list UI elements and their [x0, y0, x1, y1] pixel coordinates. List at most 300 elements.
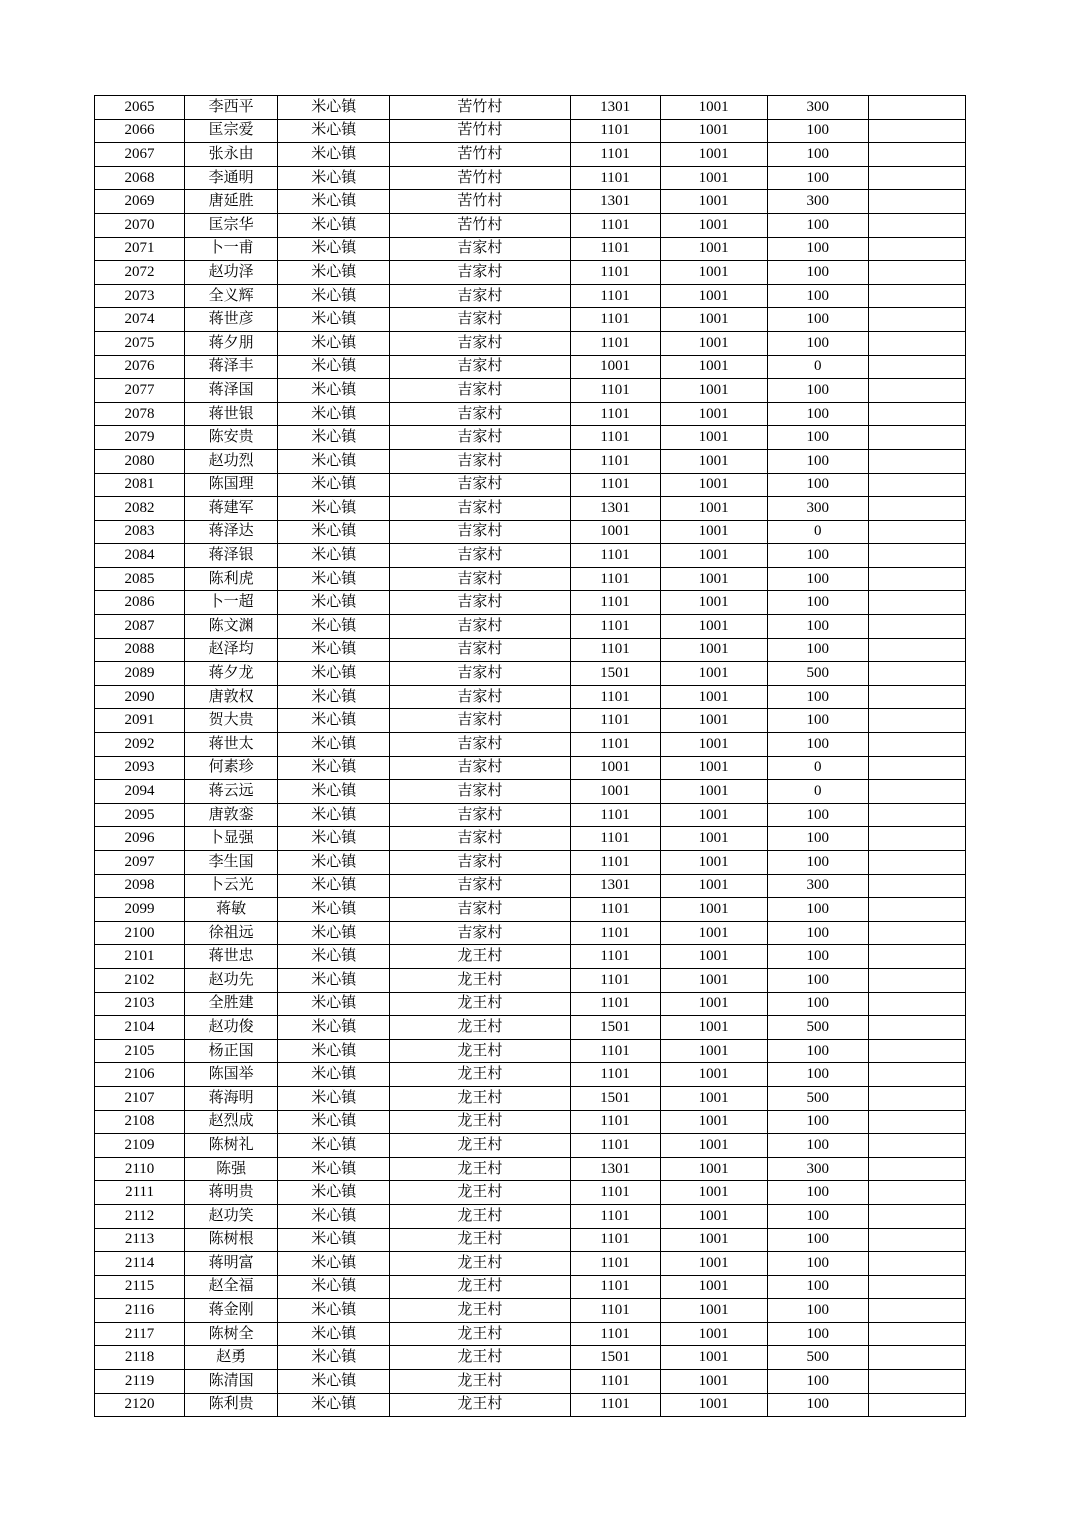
- cell-code2: 1001: [660, 1275, 767, 1299]
- cell-name: 蒋明贵: [185, 1181, 278, 1205]
- cell-code1: 1101: [570, 968, 660, 992]
- cell-blank: [868, 96, 965, 120]
- table-row: [95, 379, 966, 403]
- cell-blank: [868, 166, 965, 190]
- cell-code1: 1101: [570, 827, 660, 851]
- cell-code2: 1001: [660, 1134, 767, 1158]
- cell-town: 米心镇: [278, 1110, 390, 1134]
- cell-id: 2111: [95, 1181, 185, 1205]
- cell-id: 2082: [95, 497, 185, 521]
- table-row: [95, 733, 966, 757]
- cell-id: 2115: [95, 1275, 185, 1299]
- cell-id: 2083: [95, 520, 185, 544]
- cell-code1: 1301: [570, 96, 660, 120]
- cell-name: 李通明: [185, 166, 278, 190]
- cell-town: 米心镇: [278, 1299, 390, 1323]
- cell-code1: 1101: [570, 544, 660, 568]
- cell-name: 蒋泽国: [185, 379, 278, 403]
- cell-amount: 100: [767, 1063, 868, 1087]
- cell-id: 2085: [95, 567, 185, 591]
- cell-town: 米心镇: [278, 1039, 390, 1063]
- cell-blank: [868, 426, 965, 450]
- cell-name: 蒋敏: [185, 898, 278, 922]
- cell-town: 米心镇: [278, 1016, 390, 1040]
- cell-name: 张永由: [185, 143, 278, 167]
- cell-village: 龙王村: [390, 968, 570, 992]
- cell-blank: [868, 355, 965, 379]
- cell-town: 米心镇: [278, 567, 390, 591]
- cell-amount: 100: [767, 567, 868, 591]
- cell-blank: [868, 520, 965, 544]
- cell-code1: 1001: [570, 780, 660, 804]
- roster-table: [94, 95, 966, 1417]
- cell-code2: 1001: [660, 851, 767, 875]
- cell-id: 2075: [95, 331, 185, 355]
- cell-id: 2108: [95, 1110, 185, 1134]
- cell-id: 2092: [95, 733, 185, 757]
- cell-code1: 1101: [570, 261, 660, 285]
- cell-amount: 100: [767, 1110, 868, 1134]
- cell-amount: 100: [767, 166, 868, 190]
- table-row: [95, 851, 966, 875]
- cell-blank: [868, 1393, 965, 1417]
- table-row: [95, 685, 966, 709]
- cell-village: 吉家村: [390, 615, 570, 639]
- cell-village: 吉家村: [390, 308, 570, 332]
- cell-town: 米心镇: [278, 898, 390, 922]
- cell-blank: [868, 261, 965, 285]
- cell-village: 吉家村: [390, 827, 570, 851]
- cell-id: 2086: [95, 591, 185, 615]
- cell-code1: 1101: [570, 921, 660, 945]
- cell-name: 陈强: [185, 1157, 278, 1181]
- cell-blank: [868, 567, 965, 591]
- cell-name: 李西平: [185, 96, 278, 120]
- cell-village: 吉家村: [390, 449, 570, 473]
- cell-town: 米心镇: [278, 945, 390, 969]
- cell-code1: 1101: [570, 992, 660, 1016]
- cell-amount: 100: [767, 709, 868, 733]
- cell-code2: 1001: [660, 261, 767, 285]
- cell-code1: 1101: [570, 473, 660, 497]
- cell-blank: [868, 1299, 965, 1323]
- cell-blank: [868, 898, 965, 922]
- cell-village: 龙王村: [390, 1157, 570, 1181]
- table-row: [95, 968, 966, 992]
- cell-town: 米心镇: [278, 143, 390, 167]
- cell-town: 米心镇: [278, 119, 390, 143]
- cell-amount: 300: [767, 96, 868, 120]
- cell-amount: 0: [767, 756, 868, 780]
- cell-amount: 0: [767, 355, 868, 379]
- table-row: [95, 544, 966, 568]
- cell-name: 匡宗华: [185, 213, 278, 237]
- table-row: [95, 1157, 966, 1181]
- cell-code2: 1001: [660, 567, 767, 591]
- cell-amount: 500: [767, 662, 868, 686]
- cell-code1: 1001: [570, 520, 660, 544]
- cell-id: 2087: [95, 615, 185, 639]
- cell-village: 龙王村: [390, 1370, 570, 1394]
- cell-id: 2074: [95, 308, 185, 332]
- cell-amount: 100: [767, 1228, 868, 1252]
- cell-code1: 1101: [570, 1322, 660, 1346]
- cell-village: 龙王村: [390, 1299, 570, 1323]
- cell-code1: 1101: [570, 379, 660, 403]
- cell-amount: 100: [767, 308, 868, 332]
- cell-blank: [868, 615, 965, 639]
- cell-id: 2119: [95, 1370, 185, 1394]
- cell-code1: 1101: [570, 1204, 660, 1228]
- cell-id: 2070: [95, 213, 185, 237]
- cell-code1: 1101: [570, 1134, 660, 1158]
- table-row: [95, 874, 966, 898]
- cell-name: 赵烈成: [185, 1110, 278, 1134]
- cell-town: 米心镇: [278, 1252, 390, 1276]
- cell-id: 2109: [95, 1134, 185, 1158]
- cell-village: 龙王村: [390, 1252, 570, 1276]
- cell-code1: 1101: [570, 1181, 660, 1205]
- cell-id: 2103: [95, 992, 185, 1016]
- cell-id: 2065: [95, 96, 185, 120]
- table-row: [95, 1275, 966, 1299]
- cell-code1: 1101: [570, 1063, 660, 1087]
- cell-id: 2102: [95, 968, 185, 992]
- cell-code2: 1001: [660, 733, 767, 757]
- cell-name: 李生国: [185, 851, 278, 875]
- cell-amount: 100: [767, 1039, 868, 1063]
- cell-id: 2078: [95, 402, 185, 426]
- cell-blank: [868, 1134, 965, 1158]
- cell-name: 蒋泽丰: [185, 355, 278, 379]
- cell-id: 2117: [95, 1322, 185, 1346]
- cell-code1: 1101: [570, 945, 660, 969]
- cell-blank: [868, 1252, 965, 1276]
- cell-town: 米心镇: [278, 662, 390, 686]
- cell-town: 米心镇: [278, 1204, 390, 1228]
- cell-code2: 1001: [660, 1299, 767, 1323]
- cell-name: 陈国理: [185, 473, 278, 497]
- cell-village: 吉家村: [390, 851, 570, 875]
- table-row: [95, 449, 966, 473]
- cell-amount: 100: [767, 733, 868, 757]
- cell-code2: 1001: [660, 331, 767, 355]
- cell-village: 龙王村: [390, 945, 570, 969]
- cell-name: 匡宗爱: [185, 119, 278, 143]
- cell-town: 米心镇: [278, 1086, 390, 1110]
- cell-id: 2099: [95, 898, 185, 922]
- cell-id: 2120: [95, 1393, 185, 1417]
- cell-id: 2113: [95, 1228, 185, 1252]
- cell-blank: [868, 638, 965, 662]
- cell-code2: 1001: [660, 190, 767, 214]
- cell-town: 米心镇: [278, 308, 390, 332]
- cell-town: 米心镇: [278, 544, 390, 568]
- cell-village: 吉家村: [390, 638, 570, 662]
- cell-code2: 1001: [660, 968, 767, 992]
- table-row: [95, 1063, 966, 1087]
- table-row: [95, 237, 966, 261]
- cell-town: 米心镇: [278, 709, 390, 733]
- cell-amount: 100: [767, 213, 868, 237]
- cell-code2: 1001: [660, 1370, 767, 1394]
- cell-name: 蒋泽银: [185, 544, 278, 568]
- cell-name: 蒋世忠: [185, 945, 278, 969]
- cell-blank: [868, 1322, 965, 1346]
- cell-town: 米心镇: [278, 615, 390, 639]
- cell-town: 米心镇: [278, 1322, 390, 1346]
- cell-code2: 1001: [660, 1181, 767, 1205]
- cell-blank: [868, 379, 965, 403]
- cell-town: 米心镇: [278, 1370, 390, 1394]
- cell-name: 陈树礼: [185, 1134, 278, 1158]
- cell-town: 米心镇: [278, 591, 390, 615]
- cell-village: 吉家村: [390, 685, 570, 709]
- cell-code1: 1101: [570, 1299, 660, 1323]
- cell-village: 龙王村: [390, 1322, 570, 1346]
- cell-village: 苦竹村: [390, 119, 570, 143]
- cell-code1: 1101: [570, 426, 660, 450]
- cell-amount: 100: [767, 638, 868, 662]
- table-row: [95, 166, 966, 190]
- table-row: [95, 1086, 966, 1110]
- cell-town: 米心镇: [278, 497, 390, 521]
- cell-amount: 100: [767, 1181, 868, 1205]
- table-row: [95, 638, 966, 662]
- cell-id: 2107: [95, 1086, 185, 1110]
- cell-name: 赵功先: [185, 968, 278, 992]
- cell-name: 蒋世彦: [185, 308, 278, 332]
- cell-code1: 1101: [570, 803, 660, 827]
- cell-blank: [868, 449, 965, 473]
- table-row: [95, 1134, 966, 1158]
- cell-code2: 1001: [660, 473, 767, 497]
- cell-amount: 100: [767, 1275, 868, 1299]
- cell-blank: [868, 1063, 965, 1087]
- cell-blank: [868, 119, 965, 143]
- cell-blank: [868, 1016, 965, 1040]
- cell-amount: 0: [767, 520, 868, 544]
- cell-name: 赵功笑: [185, 1204, 278, 1228]
- cell-town: 米心镇: [278, 237, 390, 261]
- cell-name: 杨正国: [185, 1039, 278, 1063]
- cell-code2: 1001: [660, 1322, 767, 1346]
- cell-town: 米心镇: [278, 827, 390, 851]
- cell-village: 苦竹村: [390, 96, 570, 120]
- cell-code2: 1001: [660, 756, 767, 780]
- cell-name: 唐敦銮: [185, 803, 278, 827]
- cell-code1: 1001: [570, 355, 660, 379]
- cell-blank: [868, 685, 965, 709]
- cell-blank: [868, 733, 965, 757]
- cell-town: 米心镇: [278, 992, 390, 1016]
- cell-code2: 1001: [660, 119, 767, 143]
- cell-blank: [868, 851, 965, 875]
- cell-code2: 1001: [660, 1204, 767, 1228]
- cell-town: 米心镇: [278, 780, 390, 804]
- cell-code2: 1001: [660, 497, 767, 521]
- cell-code2: 1001: [660, 1016, 767, 1040]
- cell-code2: 1001: [660, 1228, 767, 1252]
- cell-blank: [868, 662, 965, 686]
- cell-code1: 1501: [570, 1346, 660, 1370]
- cell-amount: 300: [767, 190, 868, 214]
- cell-code1: 1501: [570, 1016, 660, 1040]
- cell-town: 米心镇: [278, 449, 390, 473]
- cell-code2: 1001: [660, 544, 767, 568]
- cell-amount: 100: [767, 426, 868, 450]
- cell-village: 龙王村: [390, 992, 570, 1016]
- cell-village: 吉家村: [390, 473, 570, 497]
- table-row: [95, 591, 966, 615]
- cell-code2: 1001: [660, 379, 767, 403]
- cell-code2: 1001: [660, 1086, 767, 1110]
- cell-name: 赵全福: [185, 1275, 278, 1299]
- cell-name: 蒋泽达: [185, 520, 278, 544]
- cell-town: 米心镇: [278, 1157, 390, 1181]
- table-row: [95, 143, 966, 167]
- cell-code2: 1001: [660, 921, 767, 945]
- cell-id: 2091: [95, 709, 185, 733]
- cell-town: 米心镇: [278, 1228, 390, 1252]
- cell-id: 2072: [95, 261, 185, 285]
- cell-id: 2080: [95, 449, 185, 473]
- cell-town: 米心镇: [278, 638, 390, 662]
- cell-amount: 300: [767, 1157, 868, 1181]
- cell-code2: 1001: [660, 213, 767, 237]
- cell-town: 米心镇: [278, 261, 390, 285]
- cell-town: 米心镇: [278, 379, 390, 403]
- cell-blank: [868, 756, 965, 780]
- cell-code1: 1101: [570, 1039, 660, 1063]
- cell-amount: 300: [767, 874, 868, 898]
- cell-amount: 100: [767, 992, 868, 1016]
- cell-code2: 1001: [660, 615, 767, 639]
- cell-village: 龙王村: [390, 1039, 570, 1063]
- cell-id: 2096: [95, 827, 185, 851]
- cell-village: 吉家村: [390, 544, 570, 568]
- cell-code1: 1101: [570, 567, 660, 591]
- cell-id: 2112: [95, 1204, 185, 1228]
- cell-code2: 1001: [660, 780, 767, 804]
- table-row: [95, 308, 966, 332]
- cell-code2: 1001: [660, 449, 767, 473]
- cell-name: 赵勇: [185, 1346, 278, 1370]
- cell-blank: [868, 874, 965, 898]
- cell-code1: 1101: [570, 733, 660, 757]
- cell-blank: [868, 308, 965, 332]
- table-row: [95, 756, 966, 780]
- cell-amount: 100: [767, 591, 868, 615]
- table-row: [95, 284, 966, 308]
- cell-code2: 1001: [660, 685, 767, 709]
- cell-amount: 100: [767, 261, 868, 285]
- cell-code2: 1001: [660, 992, 767, 1016]
- cell-id: 2077: [95, 379, 185, 403]
- cell-amount: 100: [767, 827, 868, 851]
- cell-amount: 100: [767, 803, 868, 827]
- cell-id: 2081: [95, 473, 185, 497]
- cell-blank: [868, 1157, 965, 1181]
- cell-amount: 100: [767, 544, 868, 568]
- table-row: [95, 567, 966, 591]
- cell-id: 2071: [95, 237, 185, 261]
- cell-code1: 1101: [570, 237, 660, 261]
- cell-village: 龙王村: [390, 1275, 570, 1299]
- cell-village: 吉家村: [390, 331, 570, 355]
- cell-id: 2069: [95, 190, 185, 214]
- cell-code2: 1001: [660, 591, 767, 615]
- cell-town: 米心镇: [278, 1393, 390, 1417]
- cell-amount: 100: [767, 473, 868, 497]
- cell-code1: 1101: [570, 143, 660, 167]
- table-row: [95, 662, 966, 686]
- table-row: [95, 1181, 966, 1205]
- table-row: [95, 1346, 966, 1370]
- cell-blank: [868, 1228, 965, 1252]
- cell-code2: 1001: [660, 1252, 767, 1276]
- cell-blank: [868, 945, 965, 969]
- cell-name: 陈文渊: [185, 615, 278, 639]
- cell-code1: 1101: [570, 284, 660, 308]
- cell-amount: 100: [767, 921, 868, 945]
- cell-blank: [868, 284, 965, 308]
- cell-code1: 1501: [570, 662, 660, 686]
- table-row: [95, 898, 966, 922]
- cell-code1: 1101: [570, 213, 660, 237]
- cell-blank: [868, 1204, 965, 1228]
- cell-town: 米心镇: [278, 1063, 390, 1087]
- cell-blank: [868, 921, 965, 945]
- table-row: [95, 1322, 966, 1346]
- cell-name: 赵功俊: [185, 1016, 278, 1040]
- cell-blank: [868, 1370, 965, 1394]
- cell-village: 苦竹村: [390, 143, 570, 167]
- cell-name: 赵功泽: [185, 261, 278, 285]
- cell-blank: [868, 497, 965, 521]
- table-row: [95, 331, 966, 355]
- cell-name: 蒋建军: [185, 497, 278, 521]
- cell-name: 陈国举: [185, 1063, 278, 1087]
- cell-blank: [868, 1110, 965, 1134]
- cell-village: 吉家村: [390, 261, 570, 285]
- cell-village: 吉家村: [390, 355, 570, 379]
- cell-name: 唐延胜: [185, 190, 278, 214]
- cell-code1: 1301: [570, 190, 660, 214]
- cell-village: 苦竹村: [390, 166, 570, 190]
- cell-id: 2095: [95, 803, 185, 827]
- cell-village: 吉家村: [390, 426, 570, 450]
- cell-amount: 500: [767, 1346, 868, 1370]
- cell-village: 吉家村: [390, 379, 570, 403]
- cell-town: 米心镇: [278, 921, 390, 945]
- cell-code1: 1101: [570, 1393, 660, 1417]
- cell-id: 2079: [95, 426, 185, 450]
- table-row: [95, 780, 966, 804]
- cell-name: 徐祖远: [185, 921, 278, 945]
- cell-name: 蒋云远: [185, 780, 278, 804]
- cell-id: 2101: [95, 945, 185, 969]
- cell-village: 吉家村: [390, 520, 570, 544]
- cell-town: 米心镇: [278, 1275, 390, 1299]
- cell-code1: 1101: [570, 638, 660, 662]
- cell-code1: 1101: [570, 1110, 660, 1134]
- cell-blank: [868, 213, 965, 237]
- cell-town: 米心镇: [278, 874, 390, 898]
- cell-town: 米心镇: [278, 426, 390, 450]
- cell-code2: 1001: [660, 1346, 767, 1370]
- table-row: [95, 827, 966, 851]
